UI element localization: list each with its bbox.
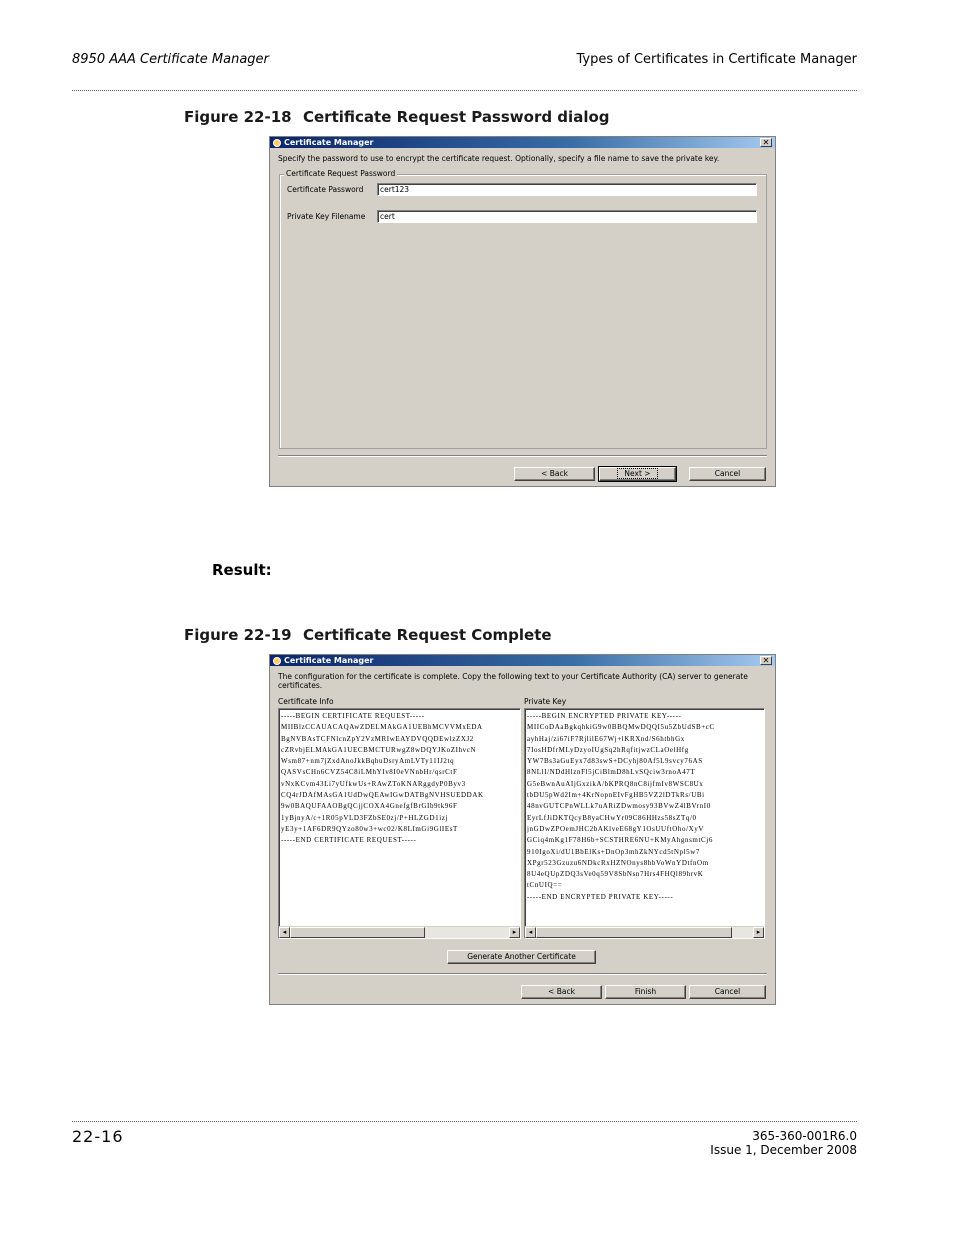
cert-info-text: -----BEGIN CERTIFICATE REQUEST----- MIIBlzCCAUACAQAwZDELMAkGA1UEBhMCVVMxEDA BgNVBAsTCFNlcnZpY2VzMRIwEAYDVQQDEwlzZXJ2 cZRvbjELMAkGA1UECBMCTURwgZ8wDQYJKoZIhvcN Wsm87+nm7jZxdAnoJkkBqhuDsryAmLVTy11IJ2tq QASVsCHn6CVZ54C8iLMhYIv8I0eVNnbHr/qsrCtF vNxKCvm43Li7yUfkwUs+RAwZToKNARggdyP0Byv3 CQ4rJDAfMAsGA1UdDwQEAwIGwDATBgNVHSUEDDAK 9w0BAQUFAAOBgQCjjCOXA4GnefgfBrGIb9tk96F 1yBjnyA/c+1R05pVLD3FZbSE0zj/P+HLZGD1izj yE3y+1AF6DR9QYzo80w3+wc02/K8LImGi9GlIEsT -----END CERTIFICATE REQUEST----- <box>281 712 484 845</box>
next-button[interactable] <box>599 467 676 481</box>
back-button[interactable]: < Back <box>514 467 595 481</box>
cert-info-textarea[interactable] <box>278 708 521 939</box>
password-dialog <box>269 136 776 487</box>
figure-caption <box>184 108 610 126</box>
cancel-button[interactable]: Cancel <box>689 467 766 481</box>
back-button[interactable]: < Back <box>521 985 602 999</box>
app-icon <box>273 139 281 147</box>
button-separator <box>278 455 767 457</box>
private-key-text: -----BEGIN ENCRYPTED PRIVATE KEY----- MIICoDAaBgkqhkiG9w0BBQMwDQQI5u5ZbUdSB+cC ayhHaj/zi67iF7RjlilE67Wj+lKRXnd/S6htbhGx 7IosHDfrMLyDzyoIUgSq2hRqfitjwzCLaOelHfg YW7Bs3aGuEyx7d83swS+DCyhj80Af5L9svcy76AS 8NLlI/NDdHlznFl5jCiBlmD8hLvSQciw3rnoA47T G5eBwnAuAIjGxzikA/bKPRQ8nC8ijfmIv8WSC8Ux tbDU5pWd2Im+4KrNopnEIvFgHB5VZ2lDTkRs/UBi 48nvGUTCPnWLLk7uARiZDwmosy93BVwZ4lBVrnI0 EyrLfJiDKTQcyB8yaCHwYr09C86HHzs58sZTq/0 jnGDwZPOemJHC2bAKlveE68gY1OsUUftOho/XyV GCiq4mKg1F78H6b+SCSTHRE6NU+KMyAhgnsmtCj6 910IgoXi/dU1BbElKs+DnOp3mhZkNYcd5tNpl5w7 XPgr523Gzuzu6NDkcRxHZNOnys8hbVoWnYDtfnOm 8U4eQUpZDQ3sVe0q59V8SbNsn7Hrs4FHQl89hrvK tCnUIQ== -----END ENCRYPTED PRIVATE KEY----- <box>527 712 715 901</box>
dialog-instruction: The configuration for the certificate is complete. Copy the following text to your Certificate Authority (CA) server to generate certificates. <box>278 672 748 690</box>
cancel-button[interactable]: Cancel <box>689 985 766 999</box>
dialog-title: Certificate Manager <box>284 138 374 147</box>
filename-field[interactable]: cert <box>377 210 757 223</box>
generate-another-certificate-button[interactable]: Generate Another Certificate <box>447 950 596 964</box>
figure-title: Certificate Request Password dialog <box>303 108 610 126</box>
dialog-titlebar <box>270 655 775 666</box>
button-separator <box>278 973 767 975</box>
scroll-thumb[interactable] <box>290 927 425 938</box>
cert-info-scrollbar[interactable] <box>279 926 520 938</box>
private-key-textarea[interactable] <box>524 708 765 939</box>
finish-button[interactable]: Finish <box>605 985 686 999</box>
close-icon[interactable]: ✕ <box>760 656 772 665</box>
password-groupbox <box>279 169 767 449</box>
request-complete-dialog <box>269 654 776 1005</box>
close-icon[interactable]: ✕ <box>760 138 772 147</box>
next-button-label: Next > <box>617 468 657 479</box>
issue-date: Issue 1, December 2008 <box>710 1143 857 1157</box>
page-number: 22-16 <box>72 1127 124 1146</box>
running-header-title: 8950 AAA Certificate Manager <box>72 52 269 67</box>
scroll-right-icon[interactable]: ▸ <box>753 927 764 938</box>
private-key-scrollbar[interactable] <box>525 926 764 938</box>
filename-label: Private Key Filename <box>287 212 366 221</box>
running-header-section: Types of Certificates in Certificate Manager <box>576 52 857 67</box>
figure-caption <box>184 626 552 644</box>
footer-doc-info <box>710 1129 857 1157</box>
header-divider <box>72 90 857 91</box>
figure-title: Certificate Request Complete <box>303 626 552 644</box>
scroll-left-icon[interactable]: ◂ <box>279 927 290 938</box>
scroll-thumb[interactable] <box>536 927 732 938</box>
figure-number: Figure 22-19 <box>184 626 292 644</box>
dialog-title: Certificate Manager <box>284 656 374 665</box>
private-key-label: Private Key <box>524 697 567 706</box>
groupbox-legend: Certificate Request Password <box>286 169 396 178</box>
cert-info-label: Certificate Info <box>278 697 334 706</box>
dialog-titlebar <box>270 137 775 148</box>
scroll-left-icon[interactable]: ◂ <box>525 927 536 938</box>
dialog-instruction: Specify the password to use to encrypt the certificate request. Optionally, specify a file name to save the private key. <box>278 154 720 163</box>
password-label: Certificate Password <box>287 185 364 194</box>
result-label: Result: <box>212 561 272 579</box>
password-field[interactable]: cert123 <box>377 183 757 196</box>
app-icon <box>273 657 281 665</box>
figure-number: Figure 22-18 <box>184 108 292 126</box>
scroll-right-icon[interactable]: ▸ <box>509 927 520 938</box>
doc-number: 365-360-001R6.0 <box>752 1129 857 1143</box>
footer-divider <box>72 1121 857 1122</box>
